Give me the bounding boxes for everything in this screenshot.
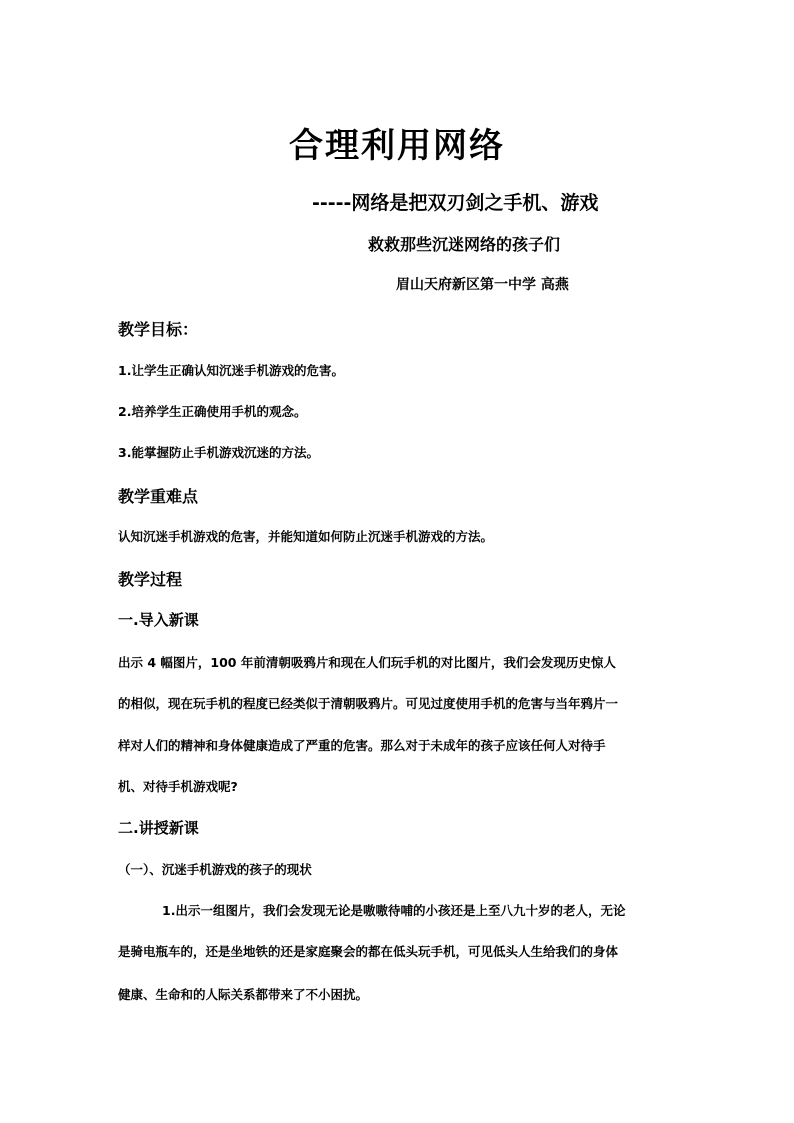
goal-item: 2.培养学生正确使用手机的观念。 <box>118 404 307 419</box>
document-title: 合理利用网络 <box>289 126 505 166</box>
key-points-text: 认知沉迷手机游戏的危害，并能知道如何防止沉迷手机游戏的方法。 <box>118 529 494 544</box>
paragraph-line: 样对人们的精神和身体健康造成了严重的危害。那么对于未成年的孩子应该任何人对待手 <box>118 738 606 753</box>
subsection-heading: （一）、沉迷手机游戏的孩子的现状 <box>118 862 312 877</box>
document-subtitle: -----网络是把双刃剑之手机、游戏 <box>312 192 599 214</box>
paragraph-line: 机、对待手机游戏呢? <box>118 779 238 794</box>
paragraph-line: 健康、生命和的人际关系都带来了不小困扰。 <box>118 987 369 1002</box>
paragraph-line: 1.出示一组图片，我们会发现无论是嗷嗷待哺的小孩还是上至八九十岁的老人，无论 <box>162 903 626 918</box>
process-heading: 教学过程 <box>118 570 183 589</box>
goal-item: 3.能掌握防止手机游戏沉迷的方法。 <box>118 445 319 460</box>
section1-heading: 一.导入新课 <box>118 611 199 629</box>
paragraph-line: 的相似，现在玩手机的程度已经类似于清朝吸鸦片。可见过度使用手机的危害与当年鸦片一 <box>118 696 619 711</box>
goal-item: 1.让学生正确认知沉迷手机游戏的危害。 <box>118 363 344 378</box>
document-subtitle-2: 救救那些沉迷网络的孩子们 <box>368 235 561 254</box>
author-line: 眉山天府新区第一中学 高燕 <box>396 277 569 293</box>
section2-heading: 二.讲授新课 <box>118 819 199 837</box>
paragraph-line: 是骑电瓶车的，还是坐地铁的还是家庭聚会的都在低头玩手机，可见低头人生给我们的身体 <box>118 944 619 959</box>
goals-heading: 教学目标： <box>118 320 199 339</box>
key-points-heading: 教学重难点 <box>118 487 199 506</box>
paragraph-line: 出示 4 幅图片，100 年前清朝吸鸦片和现在人们玩手机的对比图片，我们会发现历史惊人 <box>118 655 616 670</box>
